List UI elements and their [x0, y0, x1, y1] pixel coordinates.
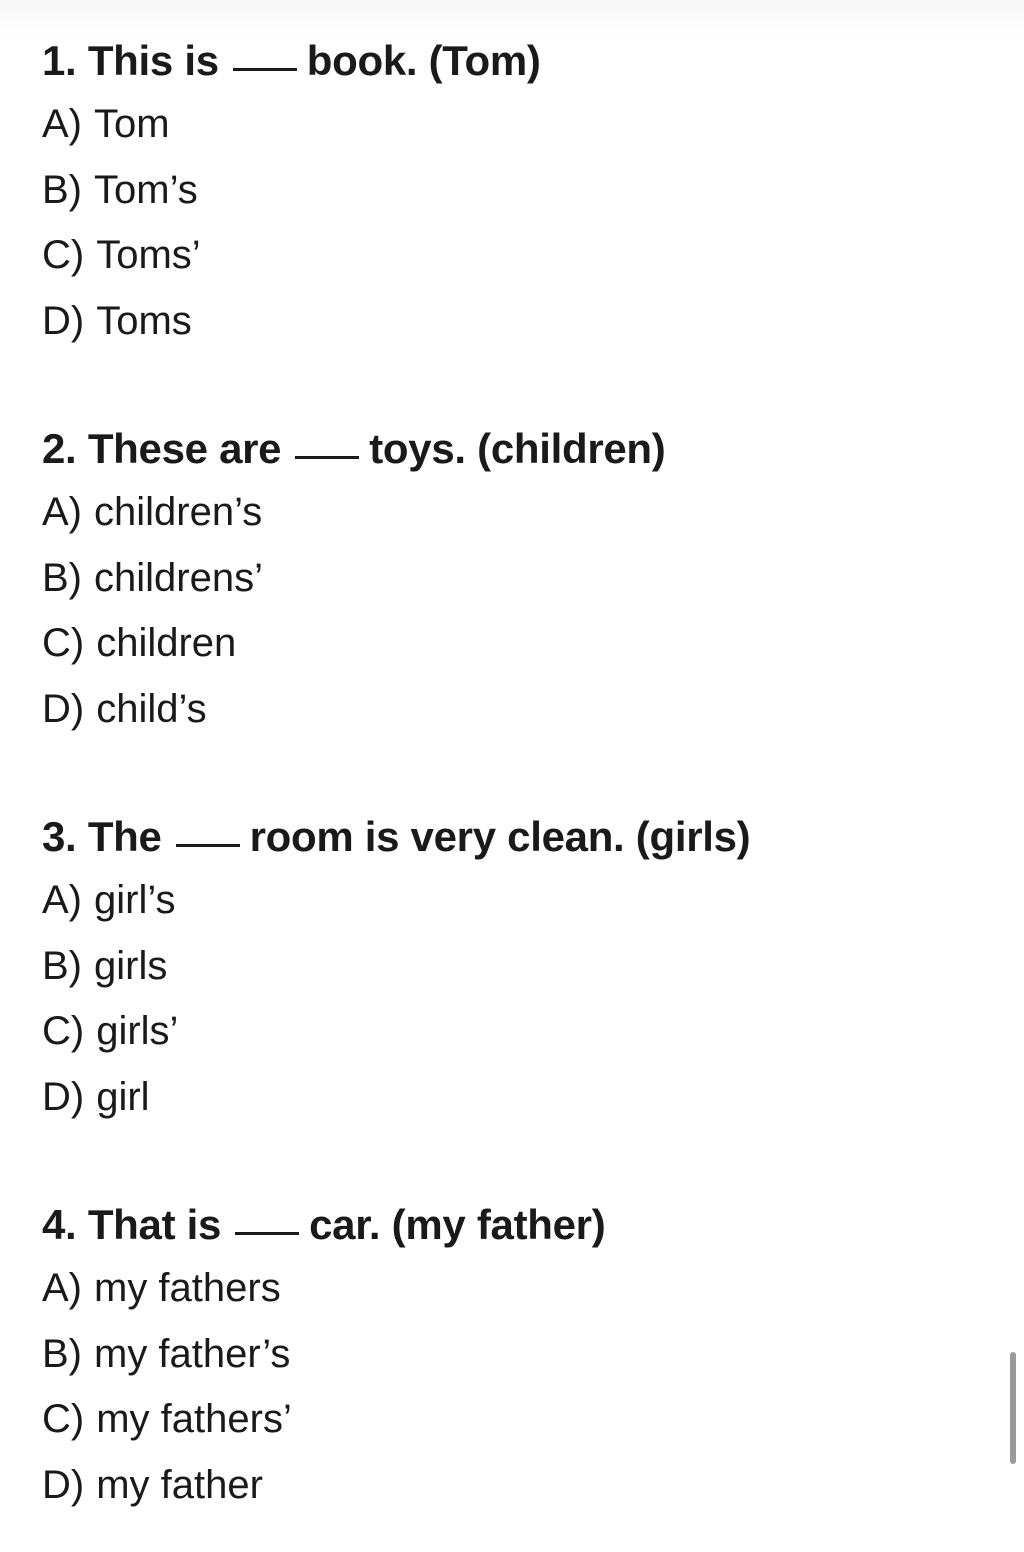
question-number: 2. [42, 425, 77, 472]
option-a[interactable] [42, 868, 982, 934]
option-d[interactable] [42, 1065, 982, 1131]
question-2-stem [42, 418, 982, 480]
option-b[interactable] [42, 158, 982, 224]
option-text: my father’s [94, 1331, 291, 1376]
question-4-options [42, 1256, 982, 1518]
option-text: Tom [94, 102, 170, 146]
option-letter: D) [42, 686, 85, 731]
question-number: 3. [42, 813, 77, 860]
option-letter: D) [42, 1074, 85, 1119]
option-text: my fathers [94, 1266, 281, 1310]
option-a[interactable] [42, 1256, 982, 1322]
option-letter: A) [42, 1266, 82, 1310]
option-c[interactable] [42, 1387, 982, 1453]
option-text: children [96, 621, 237, 665]
stem-text-before-blank: That is [87, 1201, 222, 1248]
option-letter: C) [42, 233, 85, 277]
question-1-options [42, 92, 982, 354]
stem-text-after-blank: car. (my father) [309, 1201, 606, 1248]
question-2 [42, 418, 982, 742]
question-2-options [42, 480, 982, 742]
option-d[interactable] [42, 677, 982, 743]
option-letter: C) [42, 621, 85, 665]
option-text: Toms’ [96, 233, 201, 277]
option-d[interactable] [42, 1453, 982, 1519]
scrollbar-thumb[interactable] [1010, 1352, 1016, 1464]
option-letter: D) [42, 298, 85, 343]
option-b[interactable] [42, 934, 982, 1000]
option-letter: C) [42, 1009, 85, 1053]
option-text: children’s [94, 490, 263, 534]
question-1-stem [42, 30, 982, 92]
stem-text-before-blank: This is [87, 37, 219, 84]
option-d[interactable] [42, 289, 982, 355]
option-letter: B) [42, 943, 82, 988]
option-text: Toms [96, 298, 192, 343]
option-letter: A) [42, 878, 82, 922]
answer-blank [235, 1232, 299, 1235]
option-a[interactable] [42, 480, 982, 546]
option-text: my father [96, 1462, 263, 1507]
question-3 [42, 806, 982, 1130]
option-c[interactable] [42, 611, 982, 677]
option-text: girl’s [94, 878, 176, 922]
option-letter: A) [42, 490, 82, 534]
stem-text-after-blank: toys. (children) [369, 425, 666, 472]
question-number: 1. [42, 37, 77, 84]
question-4 [42, 1194, 982, 1518]
option-letter: B) [42, 555, 82, 600]
option-text: girl [96, 1074, 150, 1119]
stem-text-before-blank: These are [87, 425, 282, 472]
option-letter: B) [42, 1331, 82, 1376]
answer-blank [233, 68, 297, 71]
option-text: childrens’ [94, 555, 263, 600]
option-a[interactable] [42, 92, 982, 158]
option-letter: D) [42, 1462, 85, 1507]
option-text: girls [94, 943, 168, 988]
stem-text-before-blank: The [87, 813, 162, 860]
option-b[interactable] [42, 546, 982, 612]
option-text: my fathers’ [96, 1397, 292, 1441]
stem-text-after-blank: room is very clean. (girls) [249, 813, 751, 860]
question-3-options [42, 868, 982, 1130]
option-c[interactable] [42, 999, 982, 1065]
option-text: Tom’s [94, 167, 198, 212]
question-4-stem [42, 1194, 982, 1256]
option-text: girls’ [96, 1009, 179, 1053]
question-number: 4. [42, 1201, 77, 1248]
option-b[interactable] [42, 1322, 982, 1388]
option-letter: B) [42, 167, 82, 212]
answer-blank [176, 844, 240, 847]
option-letter: C) [42, 1397, 85, 1441]
question-1 [42, 30, 982, 354]
option-letter: A) [42, 102, 82, 146]
stem-text-after-blank: book. (Tom) [306, 37, 541, 84]
option-text: child’s [96, 686, 207, 731]
option-c[interactable] [42, 223, 982, 289]
answer-blank [295, 456, 359, 459]
question-3-stem [42, 806, 982, 868]
